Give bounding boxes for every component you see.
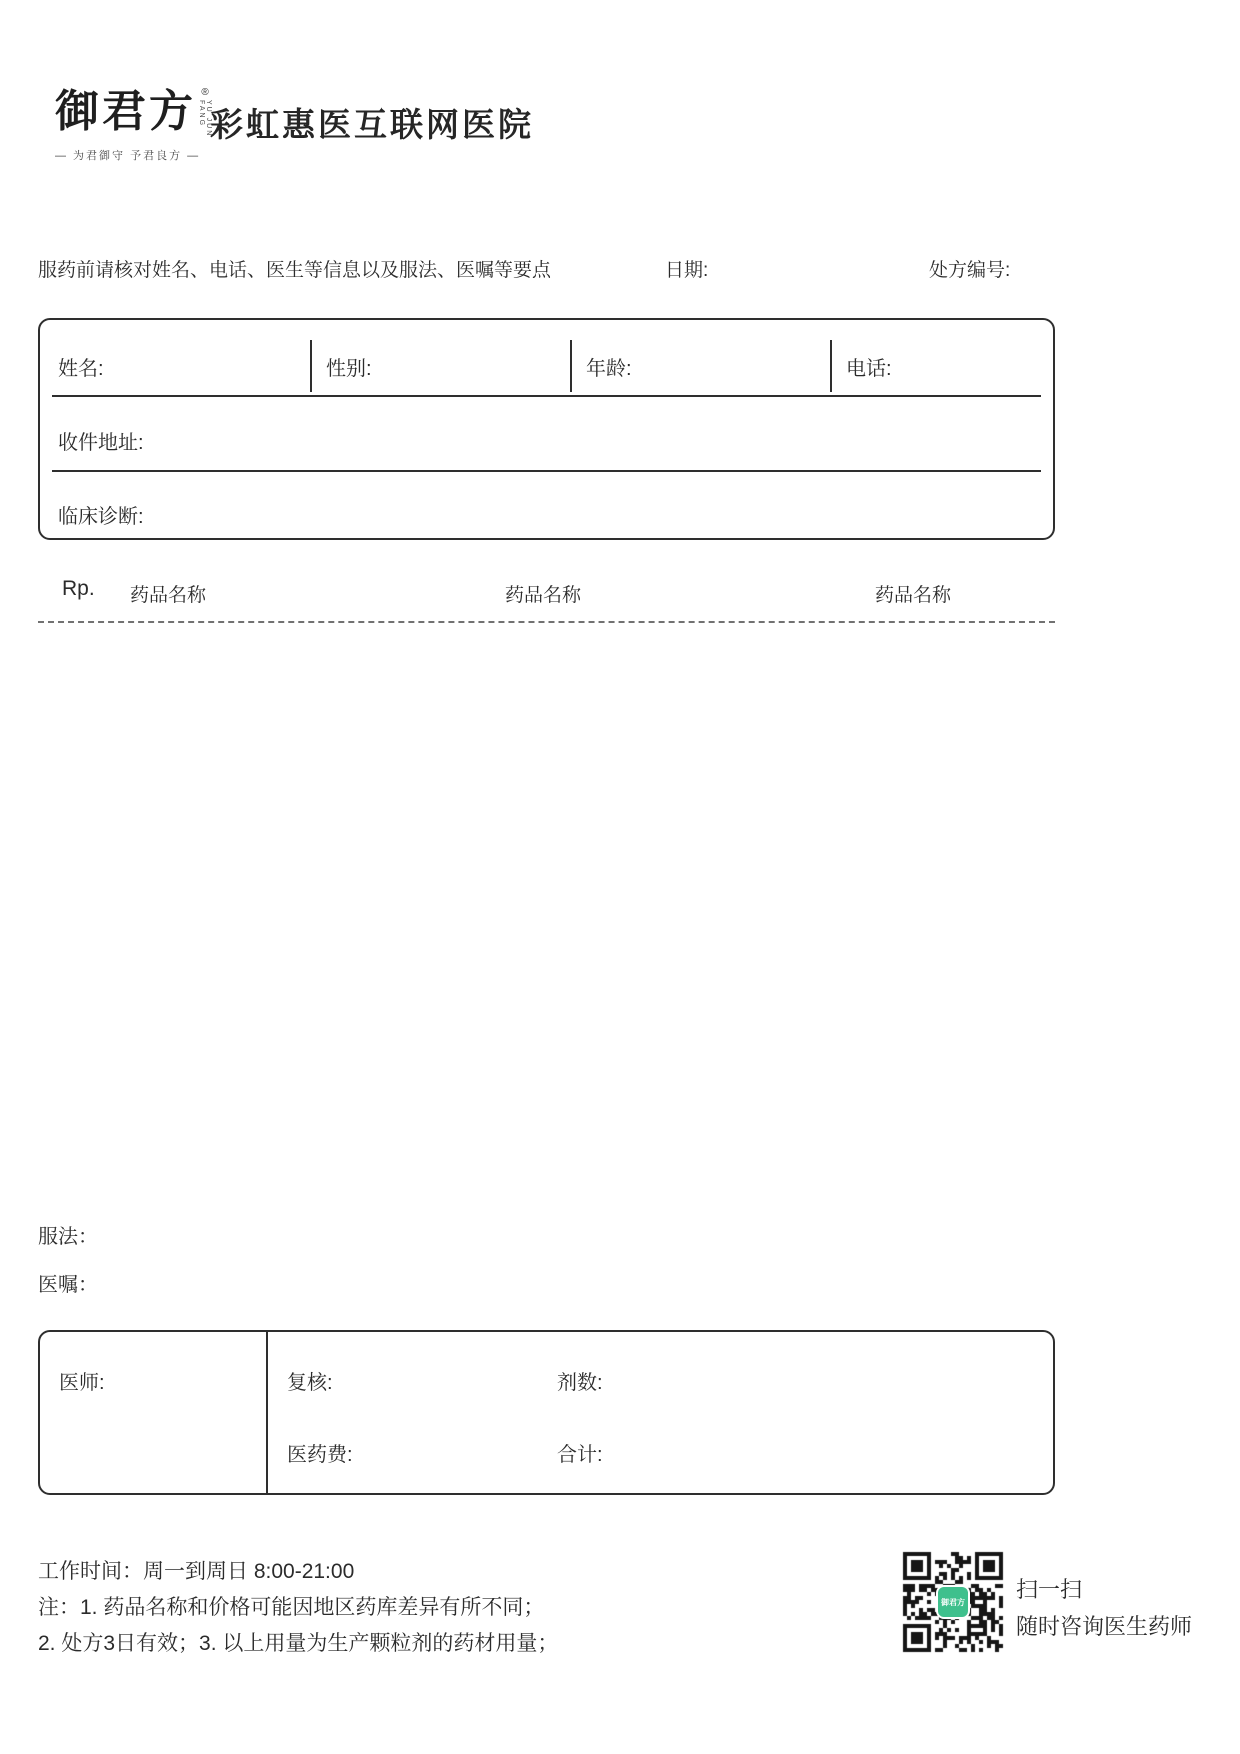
row-divider bbox=[52, 470, 1041, 472]
total-label: 合计: bbox=[557, 1444, 603, 1466]
row-divider bbox=[52, 395, 1041, 397]
qr-scan-label: 扫一扫 bbox=[1016, 1577, 1083, 1602]
work-hours-text: 工作时间：周一到周日 8:00-21:00 bbox=[38, 1560, 355, 1583]
cell-divider bbox=[570, 340, 572, 392]
doses-count-label: 剂数: bbox=[557, 1372, 603, 1394]
drug-name-column-header: 药品名称 bbox=[130, 585, 207, 606]
patient-gender-label: 性别: bbox=[326, 358, 372, 380]
check-notice-text: 服药前请核对姓名、电话、医生等信息以及服法、医嘱等要点 bbox=[38, 260, 552, 281]
dashed-separator bbox=[38, 621, 1055, 623]
cell-divider bbox=[310, 340, 312, 392]
brand-logo bbox=[55, 88, 215, 163]
brand-logo-text: 御君方 bbox=[55, 86, 196, 137]
qr-center-logo: 御君方 bbox=[938, 1587, 968, 1617]
doctor-advice-label: 医嘱： bbox=[38, 1274, 98, 1296]
doctor-label: 医师: bbox=[59, 1372, 105, 1394]
date-label: 日期: bbox=[665, 260, 709, 281]
qr-code bbox=[901, 1550, 1005, 1654]
brand-tagline: — 为君御守 予君良方 — bbox=[55, 150, 201, 162]
clinical-diagnosis-label: 临床诊断: bbox=[58, 506, 144, 528]
usage-method-label: 服法： bbox=[38, 1226, 98, 1248]
patient-name-label: 姓名: bbox=[58, 358, 104, 380]
footnote-line-2: 2. 处方3日有效；3. 以上用量为生产颗粒剂的药材用量； bbox=[38, 1632, 559, 1655]
patient-info-box bbox=[38, 318, 1055, 540]
brand-logo-pinyin: YU JUN FANG bbox=[198, 100, 212, 138]
signoff-box bbox=[38, 1330, 1055, 1495]
cell-divider bbox=[830, 340, 832, 392]
footnote-line-1: 注：1. 药品名称和价格可能因地区药库差异有所不同； bbox=[38, 1596, 545, 1619]
hospital-name: 彩虹惠医互联网医院 bbox=[210, 106, 534, 143]
review-label: 复核: bbox=[287, 1372, 333, 1394]
registered-trademark-icon: ® bbox=[201, 87, 209, 98]
patient-age-label: 年龄: bbox=[586, 358, 632, 380]
prescription-number-label: 处方编号: bbox=[929, 260, 1011, 281]
drug-name-column-header: 药品名称 bbox=[505, 585, 582, 606]
medicine-fee-label: 医药费: bbox=[287, 1444, 353, 1466]
rp-label: Rp. bbox=[62, 577, 95, 600]
shipping-address-label: 收件地址: bbox=[58, 432, 144, 454]
patient-phone-label: 电话: bbox=[846, 358, 892, 380]
drug-name-column-header: 药品名称 bbox=[875, 585, 952, 606]
cell-divider bbox=[266, 1332, 268, 1493]
qr-consult-label: 随时咨询医生药师 bbox=[1016, 1614, 1193, 1639]
